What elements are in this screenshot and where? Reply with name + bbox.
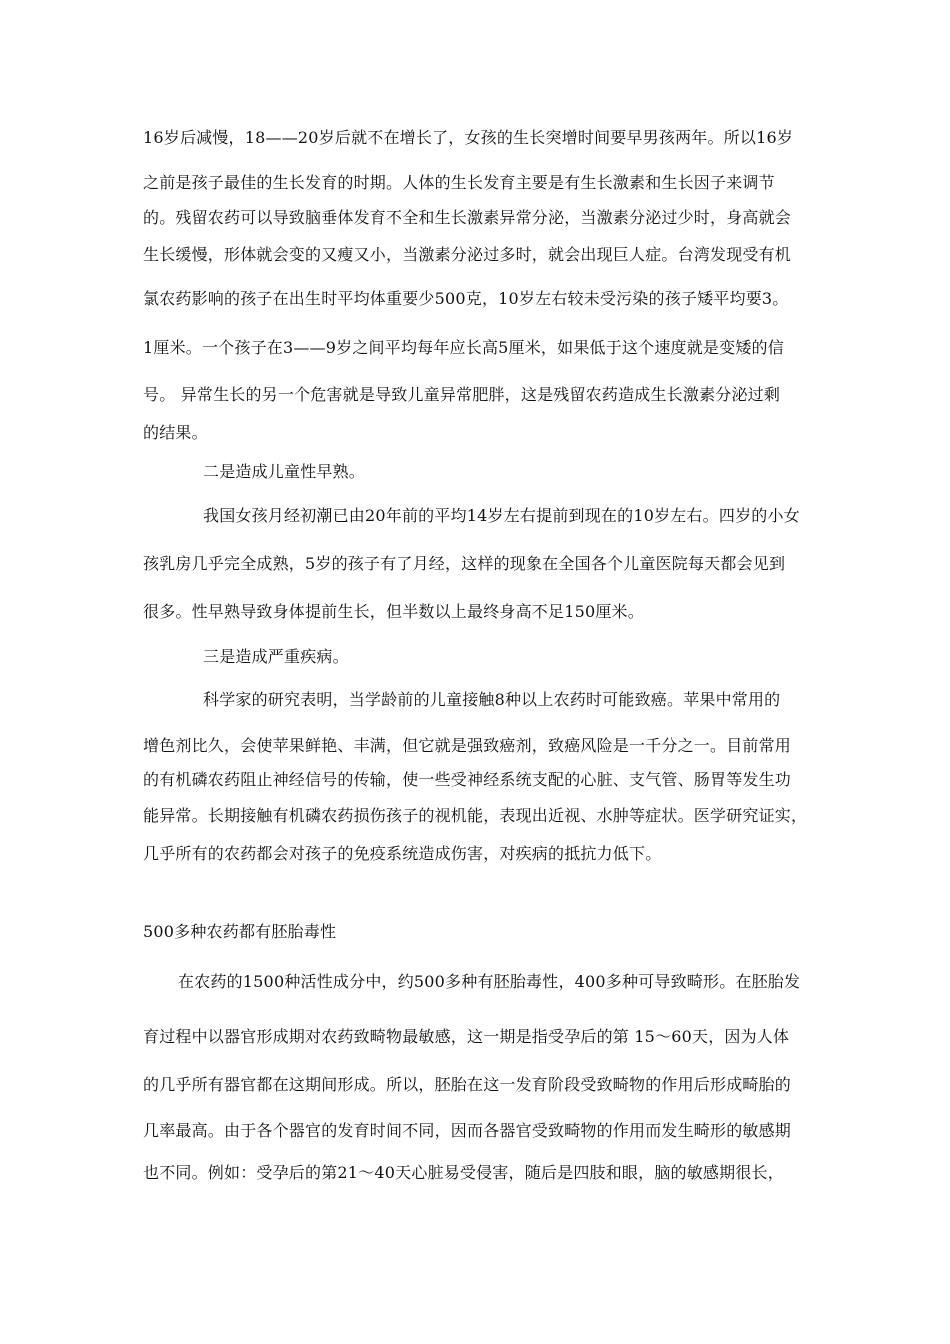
paragraph-line: 很多。性早熟导致身体提前生长，但半数以上最终身高不足150厘米。 bbox=[143, 602, 644, 621]
paragraph-line: 增色剂比久，会使苹果鲜艳、丰满，但它就是强致癌剂，致癌风险是一千分之一。目前常用 bbox=[143, 736, 792, 755]
paragraph-line: 的有机磷农药阻止神经信号的传输，使一些受神经系统支配的心脏、支气管、肠胃等发生功 bbox=[143, 770, 792, 789]
paragraph-line: 的。残留农药可以导致脑垂体发育不全和生长激素异常分泌，当激素分泌过少时，身高就会 bbox=[143, 208, 792, 227]
section-heading: 三是造成严重疾病。 bbox=[203, 647, 349, 666]
paragraph-line: 生长缓慢，形体就会变的又瘦又小，当激素分泌过多时，就会出现巨人症。台湾发现受有机 bbox=[143, 245, 792, 264]
paragraph-line: 号。 异常生长的另一个危害就是导致儿童异常肥胖，这是残留农药造成生长激素分泌过剩 bbox=[143, 385, 781, 404]
paragraph-line: 育过程中以器官形成期对农药致畸物最敏感，这一期是指受孕后的第 15～60天，因为人体 bbox=[143, 1027, 790, 1046]
section-heading: 500多种农药都有胚胎毒性 bbox=[143, 922, 337, 941]
paragraph-line: 的结果。 bbox=[143, 423, 208, 442]
paragraph-line: 16岁后减慢，18——20岁后就不在增长了，女孩的生长突增时间要早男孩两年。所以16岁 bbox=[143, 128, 794, 147]
paragraph-line: 在农药的1500种活性成分中，约500多种有胚胎毒性，400多种可导致畸形。在胚胎发 bbox=[178, 972, 801, 991]
paragraph-line: 氯农药影响的孩子在出生时平均体重要少500克，10岁左右较未受污染的孩子矮平均要3。 bbox=[143, 289, 789, 308]
paragraph-line: 科学家的研究表明，当学龄前的儿童接触8种以上农药时可能致癌。苹果中常用的 bbox=[203, 690, 781, 709]
paragraph-line: 孩乳房几乎完全成熟，5岁的孩子有了月经，这样的现象在全国各个儿童医院每天都会见到 bbox=[143, 554, 786, 573]
paragraph-line: 几率最高。由于各个器官的发育时间不同，因而各器官受致畸物的作用而发生畸形的敏感期 bbox=[143, 1121, 792, 1140]
paragraph-line: 能异常。长期接触有机磷农药损伤孩子的视机能，表现出近视、水肿等症状。医学研究证实， bbox=[143, 806, 808, 825]
paragraph-line: 1厘米。一个孩子在3——9岁之间平均每年应长高5厘米，如果低于这个速度就是变矮的信 bbox=[143, 338, 784, 357]
section-heading: 二是造成儿童性早熟。 bbox=[203, 462, 366, 481]
paragraph-line: 的几乎所有器官都在这期间形成。所以，胚胎在这一发育阶段受致畸物的作用后形成畸胎的 bbox=[143, 1075, 792, 1094]
paragraph-line: 之前是孩子最佳的生长发育的时期。人体的生长发育主要是有生长激素和生长因子来调节 bbox=[143, 173, 775, 192]
paragraph-line: 也不同。例如：受孕后的第21～40天心脏易受侵害，随后是四肢和眼，脑的敏感期很长， bbox=[143, 1163, 784, 1182]
paragraph-line: 几乎所有的农药都会对孩子的免疫系统造成伤害，对疾病的抵抗力低下。 bbox=[143, 844, 662, 863]
paragraph-line: 我国女孩月经初潮已由20年前的平均14岁左右提前到现在的10岁左右。四岁的小女 bbox=[203, 506, 800, 525]
